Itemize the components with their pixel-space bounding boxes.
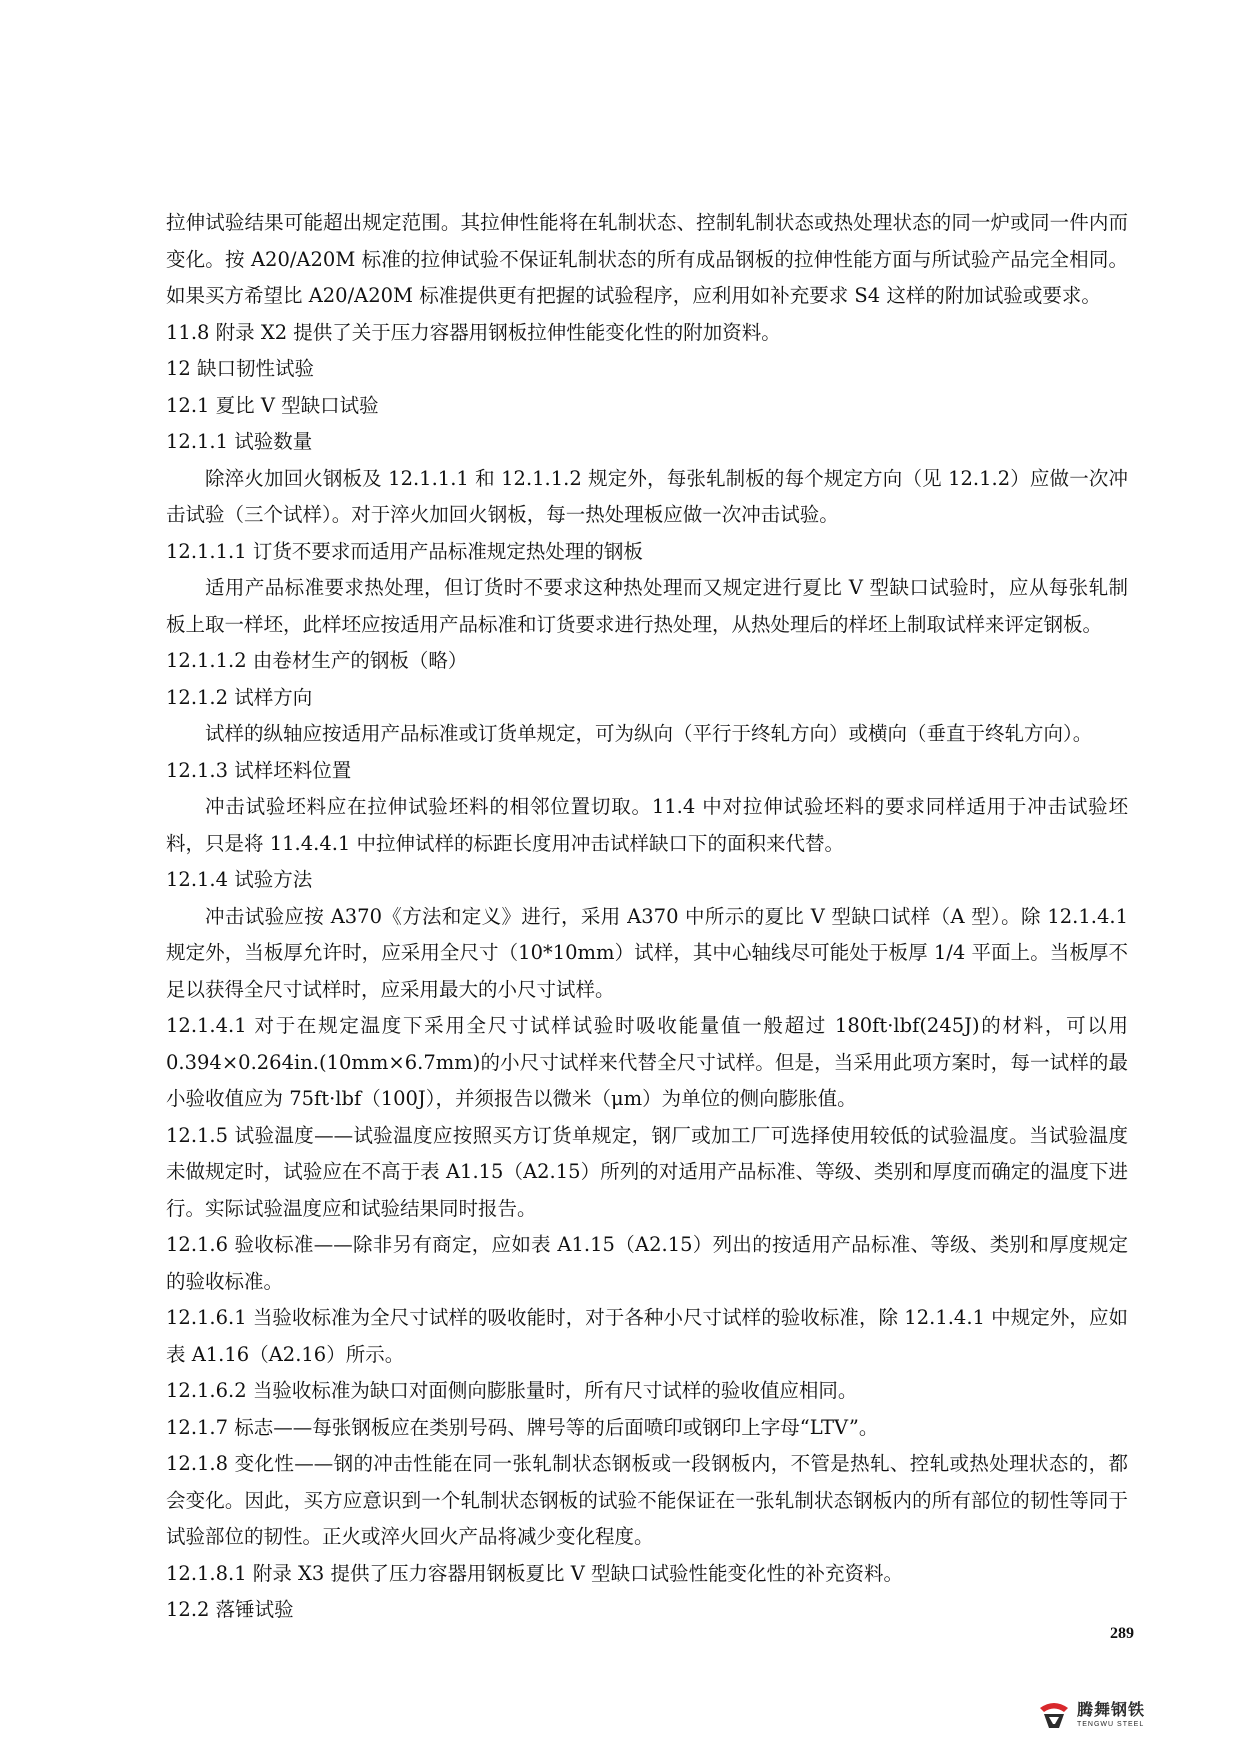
paragraph: 适用产品标准要求热处理，但订货时不要求这种热处理而又规定进行夏比 V 型缺口试验时，应从每张轧制板上取一样坯，此样坯应按适用产品标准和订货要求进行热处理，从热处理后的样坯上制取试样来评定钢板。 [166,576,1128,636]
logo-name-cn: 腾舞钢铁 [1076,1700,1145,1719]
paragraph: 12.1.4.1 对于在规定温度下采用全尺寸试样试验时吸收能量值一般超过 180ft·lbf(245J)的材料，可以用 0.394×0.264in.(10mm×6.7mm)的小尺寸试样来代替全尺寸试样。但是，当采用此项方案时，每一试样的最小验收值应为 75ft·lbf（100J），并须报告以微米（μm）为单位的侧向膨胀值。 [166,1014,1128,1110]
paragraph: 拉伸试验结果可能超出规定范围。其拉伸性能将在轧制状态、控制轧制状态或热处理状态的同一炉或同一件内而变化。按 A20/A20M 标准的拉伸试验不保证轧制状态的所有成品钢板的拉伸性能方面与所试验产品完全相同。如果买方希望比 A20/A20M 标准提供更有把握的试验程序，应利用如补充要求 S4 这样的附加试验或要求。 [166,211,1128,307]
heading-line: 12.1.1 试验数量 [166,430,313,453]
tengwu-steel-logo-icon [1037,1700,1071,1730]
paragraph: 冲击试验应按 A370《方法和定义》进行，采用 A370 中所示的夏比 V 型缺口试样（A 型）。除 12.1.4.1 规定外，当板厚允许时，应采用全尺寸（10*10mm）试样，其中心轴线尽可能处于板厚 1/4 平面上。当板厚不足以获得全尺寸试样时，应采用最大的小尺寸试样。 [166,904,1128,1001]
heading-line: 12.1.1.1 订货不要求而适用产品标准规定热处理的钢板 [166,539,643,563]
logo-text [1077,1702,1145,1728]
paragraph: 12.1.6 验收标准——除非另有商定，应如表 A1.15（A2.15）列出的按适用产品标准、等级、类别和厚度规定的验收标准。 [166,1233,1128,1293]
heading-line: 12.1.3 试样坯料位置 [166,758,352,782]
page-number: 289 [1110,1625,1134,1642]
heading-line: 12 缺口韧性试验 [166,357,315,380]
paragraph: 12.1.5 试验温度——试验温度应按照买方订货单规定，钢厂或加工厂可选择使用较低的试验温度。当试验温度未做规定时，试验应在不高于表 A1.15（A2.15）所列的对适用产品标准、等级、类别和厚度而确定的温度下进行。实际试验温度应和试验结果同时报告。 [166,1123,1128,1220]
heading-line: 12.1 夏比 V 型缺口试验 [166,393,379,417]
company-logo [1037,1700,1145,1730]
heading-line: 11.8 附录 X2 提供了关于压力容器用钢板拉伸性能变化性的附加资料。 [166,320,781,344]
heading-line: 12.1.1.2 由卷材生产的钢板（略） [166,649,468,672]
heading-line: 12.1.4 试验方法 [166,868,313,891]
heading-line: 12.2 落锤试验 [166,1598,294,1621]
heading-line: 12.1.2 试样方向 [166,685,313,709]
paragraph: 除淬火加回火钢板及 12.1.1.1 和 12.1.1.2 规定外，每张轧制板的每个规定方向（见 12.1.2）应做一次冲击试验（三个试样）。对于淬火加回火钢板，每一热处理板应做一次冲击试验。 [166,466,1128,526]
paragraph: 冲击试验坯料应在拉伸试验坯料的相邻位置切取。11.4 中对拉伸试验坯料的要求同样适用于冲击试验坯料，只是将 11.4.4.1 中拉伸试样的标距长度用冲击试样缺口下的面积来代替。 [166,795,1128,855]
document-body [166,205,1128,1629]
heading-line: 12.1.8.1 附录 X3 提供了压力容器用钢板夏比 V 型缺口试验性能变化性的补充资料。 [166,1561,903,1585]
heading-line: 12.1.7 标志——每张钢板应在类别号码、牌号等的后面喷印或钢印上字母“LTV”。 [166,1415,879,1439]
heading-line: 12.1.6.2 当验收标准为缺口对面侧向膨胀量时，所有尺寸试样的验收值应相同。 [166,1379,858,1402]
paragraph: 12.1.6.1 当验收标准为全尺寸试样的吸收能时，对于各种小尺寸试样的验收标准，除 12.1.4.1 中规定外，应如表 A1.16（A2.16）所示。 [166,1306,1128,1366]
paragraph: 试样的纵轴应按适用产品标准或订货单规定，可为纵向（平行于终轧方向）或横向（垂直于终轧方向）。 [205,722,1093,745]
logo-name-en: TENGWU STEEL [1076,1721,1145,1728]
paragraph: 12.1.8 变化性——钢的冲击性能在同一张轧制状态钢板或一段钢板内，不管是热轧、控轧或热处理状态的，都会变化。因此，买方应意识到一个轧制状态钢板的试验不能保证在一张轧制状态钢板内的所有部位的韧性等同于试验部位的韧性。正火或淬火回火产品将减少变化程度。 [166,1452,1128,1548]
